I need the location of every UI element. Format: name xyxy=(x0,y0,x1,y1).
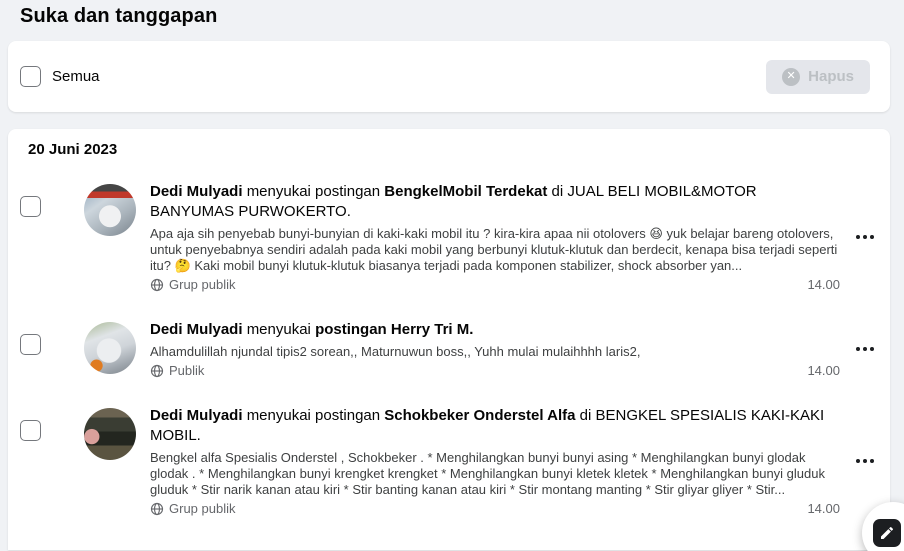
row-actions xyxy=(840,320,890,378)
delete-button[interactable] xyxy=(766,60,870,94)
post-thumbnail-avatar[interactable] xyxy=(84,408,136,460)
activity-title xyxy=(150,182,840,222)
context-text: di JUAL BELI MOBIL&MOTOR BANYUMAS PURWOKERTO. xyxy=(150,183,757,220)
page-title: Suka dan tanggapan xyxy=(20,5,218,27)
post-thumbnail-avatar[interactable] xyxy=(84,322,136,374)
ellipsis-menu-icon[interactable] xyxy=(854,341,876,357)
select-all-label: Semua xyxy=(52,68,100,85)
target-link[interactable]: BengkelMobil Terdekat xyxy=(384,183,548,200)
audience xyxy=(150,501,235,516)
post-preview-text: Bengkel alfa Spesialis Onderstel , Schokbeker . * Menghilangkan bunyi bunyi asing * Menghilangkan bunyi glodak glodak . * Menghilangkan bunyi krengket krengket * Menghilangkan bunyi kletek kletek * Menghilangkan bunyi gluduk gluduk * Stir narik kanan atau kiri * Stir banting kanan atau kiri * Stir montang manting * Stir gliyar gliyer * Stir... xyxy=(150,450,825,497)
activity-row xyxy=(8,320,890,378)
activity-footer xyxy=(150,501,840,516)
timestamp: 14.00 xyxy=(807,501,840,516)
post-thumbnail-avatar[interactable] xyxy=(84,184,136,236)
activity-footer xyxy=(150,363,840,378)
action-text: menyukai postingan xyxy=(246,183,381,200)
activity-footer xyxy=(150,277,840,292)
date-group-header: 20 Juni 2023 xyxy=(28,141,118,158)
activity-row xyxy=(8,182,890,292)
activity-row xyxy=(8,406,890,516)
compose-pencil-icon xyxy=(873,519,901,547)
select-item-checkbox[interactable] xyxy=(20,196,41,217)
globe-icon xyxy=(150,502,164,516)
activity-title xyxy=(150,320,840,340)
row-actions xyxy=(840,182,890,292)
audience-label: Publik xyxy=(169,363,205,378)
actor-link[interactable]: Dedi Mulyadi xyxy=(150,183,243,200)
activity-content xyxy=(150,406,840,516)
activity-content xyxy=(150,320,840,378)
row-actions xyxy=(840,406,890,516)
activity-content xyxy=(150,182,840,292)
activity-title xyxy=(150,406,840,446)
action-text: menyukai xyxy=(246,321,311,338)
delete-button-label: Hapus xyxy=(808,68,854,85)
audience xyxy=(150,277,235,292)
selection-toolbar xyxy=(8,41,890,112)
timestamp: 14.00 xyxy=(807,363,840,378)
timestamp: 14.00 xyxy=(807,277,840,292)
globe-icon xyxy=(150,364,164,378)
select-item-checkbox[interactable] xyxy=(20,334,41,355)
actor-link[interactable]: Dedi Mulyadi xyxy=(150,321,243,338)
select-item-checkbox[interactable] xyxy=(20,420,41,441)
audience xyxy=(150,363,204,378)
select-all-checkbox[interactable] xyxy=(20,66,41,87)
actor-link[interactable]: Dedi Mulyadi xyxy=(150,407,243,424)
audience-label: Grup publik xyxy=(169,277,236,292)
circle-x-icon: ✕ xyxy=(782,68,800,86)
audience-label: Grup publik xyxy=(169,501,236,516)
post-preview-text: Alhamdulillah njundal tipis2 sorean,, Maturnuwun boss,, Yuhh mulai mulaihhhh laris2, xyxy=(150,344,641,359)
ellipsis-menu-icon[interactable] xyxy=(854,453,876,469)
action-text: menyukai postingan xyxy=(246,407,381,424)
context-text: di BENGKEL SPESIALIS KAKI-KAKI MOBIL. xyxy=(150,407,825,444)
target-link[interactable]: postingan Herry Tri M. xyxy=(315,321,474,338)
ellipsis-menu-icon[interactable] xyxy=(854,229,876,245)
globe-icon xyxy=(150,278,164,292)
target-link[interactable]: Schokbeker Onderstel Alfa xyxy=(384,407,576,424)
post-preview-text: Apa aja sih penyebab bunyi-bunyian di kaki-kaki mobil itu ? kira-kira apaa nii otolovers 😆 yuk belajar bareng otolovers, untuk penyebabnya sendiri adalah pada kaki mobil yang berbunyi klutuk-klutuk dan berdecit, kenapa bisa terjadi seperti itu? 🤔 Kaki mobil bunyi klutuk-klutuk biasanya terjadi pada komponen stabilizer, shock absorber yan... xyxy=(150,226,838,273)
activity-list-card xyxy=(8,129,890,550)
